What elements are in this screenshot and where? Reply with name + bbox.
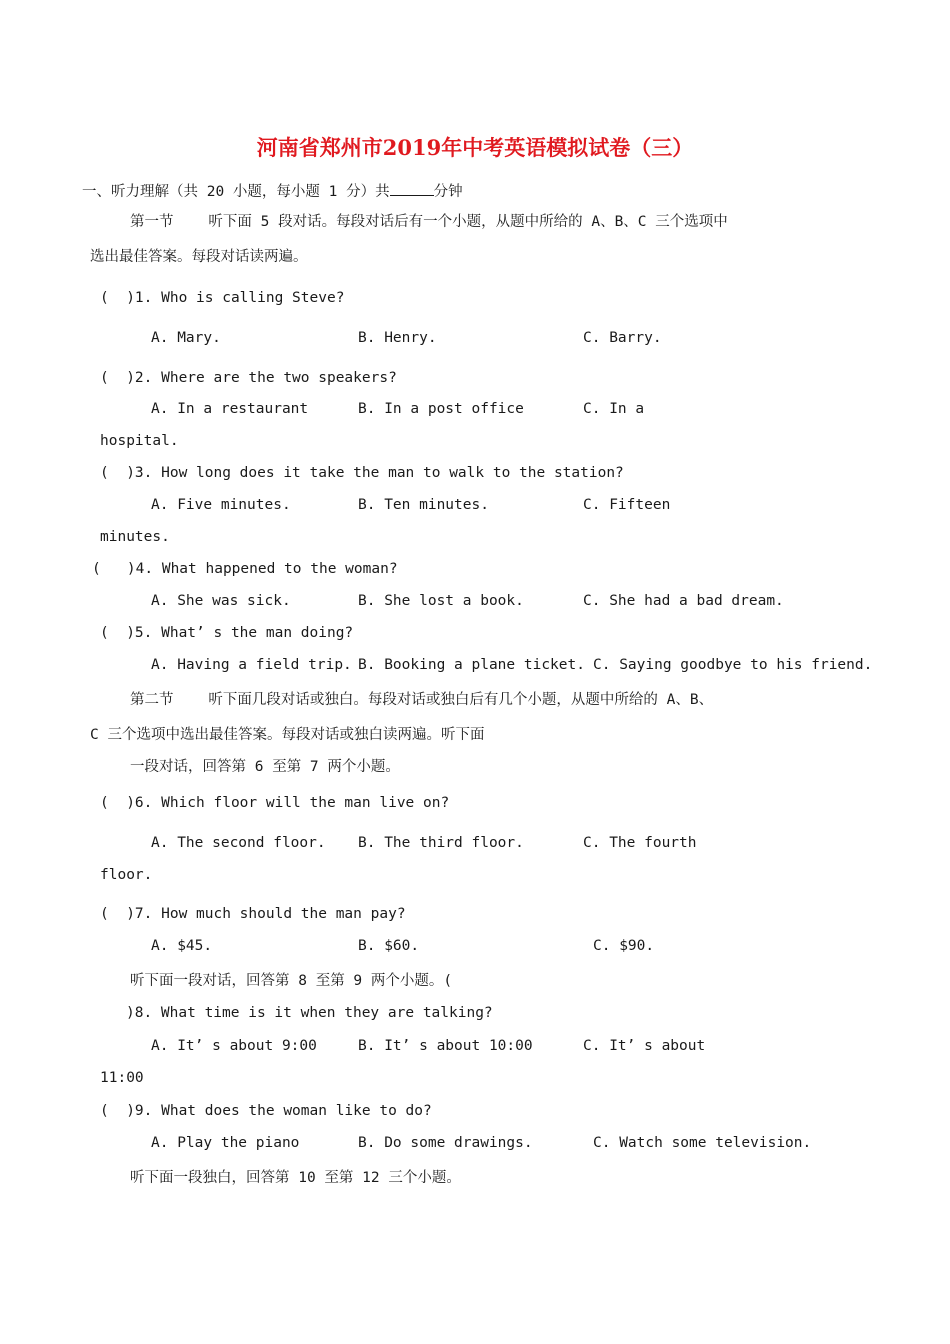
question-2: [100, 368, 397, 388]
question-2-option-a: A. In a restaurant: [151, 401, 309, 417]
part1-heading-prefix: 一、听力理解（共 20 小题，每小题 1 分）共: [82, 184, 390, 200]
question-6-option-c-continued: floor.: [100, 867, 153, 883]
exam-title: 河南省郑州市2019年中考英语模拟试卷（三）: [256, 135, 694, 160]
question-5-option-b: B. Booking a plane ticket.: [358, 657, 585, 673]
question-6-option-b: B. The third floor.: [358, 835, 524, 851]
answer-bracket-7[interactable]: ( ): [100, 906, 135, 922]
minutes-blank[interactable]: [390, 180, 434, 196]
question-2-option-c: C. In a: [583, 401, 645, 417]
question-1-option-b: B. Henry.: [358, 330, 437, 346]
answer-bracket-4[interactable]: ( ): [92, 561, 136, 577]
question-6-stem: 6. Which floor will the man live on?: [134, 795, 450, 811]
answer-bracket-5[interactable]: ( ): [100, 625, 135, 641]
question-3: [100, 463, 624, 483]
section2-instruction-line3: 一段对话，回答第 6 至第 7 两个小题。: [130, 759, 400, 775]
instruction-questions-8-9: 听下面一段对话，回答第 8 至第 9 两个小题。(: [130, 973, 453, 989]
answer-bracket-6[interactable]: ( ): [100, 795, 135, 811]
question-8: [126, 1003, 493, 1023]
answer-bracket-9[interactable]: ( ): [100, 1103, 135, 1119]
question-8-option-b: B. It’ s about 10:00: [358, 1038, 533, 1054]
section2-instruction-line2: C 三个选项中选出最佳答案。每段对话或独白读两遍。听下面: [90, 727, 485, 743]
question-2-option-b: B. In a post office: [358, 401, 524, 417]
question-5-option-a: A. Having a field trip.: [151, 657, 352, 673]
question-4-option-c: C. She had a bad dream.: [583, 593, 784, 609]
answer-bracket-3[interactable]: ( ): [100, 465, 135, 481]
question-8-stem: 8. What time is it when they are talking?: [134, 1005, 493, 1021]
question-4: [92, 559, 398, 579]
question-6-option-a: A. The second floor.: [151, 835, 326, 851]
part1-heading-suffix: 分钟: [433, 184, 463, 200]
question-3-stem: 3. How long does it take the man to walk to the station?: [134, 465, 624, 481]
question-7-option-c: C. $90.: [593, 938, 655, 954]
section1-instruction-line2: 选出最佳答案。每段对话读两遍。: [90, 249, 308, 265]
question-9-option-b: B. Do some drawings.: [358, 1135, 533, 1151]
answer-bracket-1[interactable]: ( ): [100, 290, 135, 306]
question-3-option-b: B. Ten minutes.: [358, 497, 489, 513]
question-7-stem: 7. How much should the man pay?: [134, 906, 406, 922]
question-1-option-c: C. Barry.: [583, 330, 662, 346]
question-5-option-c: C. Saying goodbye to his friend.: [593, 657, 873, 673]
question-8-option-c: C. It’ s about: [583, 1038, 706, 1054]
answer-bracket-8[interactable]: ): [126, 1005, 135, 1021]
question-6: [100, 793, 449, 813]
question-4-stem: 4. What happened to the woman?: [135, 561, 398, 577]
question-7-option-a: A. $45.: [151, 938, 213, 954]
question-6-option-c: C. The fourth: [583, 835, 697, 851]
question-2-stem: 2. Where are the two speakers?: [134, 370, 397, 386]
answer-bracket-2[interactable]: ( ): [100, 370, 135, 386]
question-7-option-b: B. $60.: [358, 938, 420, 954]
question-4-option-a: A. She was sick.: [151, 593, 291, 609]
question-3-option-a: A. Five minutes.: [151, 497, 291, 513]
question-9-option-a: A. Play the piano: [151, 1135, 300, 1151]
question-5-stem: 5. What’ s the man doing?: [134, 625, 354, 641]
question-7: [100, 904, 406, 924]
question-1-stem: 1. Who is calling Steve?: [134, 290, 345, 306]
question-2-option-c-continued: hospital.: [100, 433, 179, 449]
question-8-option-a: A. It’ s about 9:00: [151, 1038, 317, 1054]
section1-instruction-line1: 第一节 听下面 5 段对话。每段对话后有一个小题，从题中所给的 A、B、C 三个选项中: [130, 214, 728, 230]
question-1: [100, 288, 344, 308]
instruction-questions-10-12: 听下面一段独白，回答第 10 至第 12 三个小题。: [130, 1170, 461, 1186]
section2-instruction-line1: 第二节 听下面几段对话或独白。每段对话或独白后有几个小题，从题中所给的 A、B、: [130, 692, 714, 708]
question-3-option-c-continued: minutes.: [100, 529, 170, 545]
question-3-option-c: C. Fifteen: [583, 497, 671, 513]
question-9-option-c: C. Watch some television.: [593, 1135, 812, 1151]
part1-heading: [82, 180, 463, 202]
question-9: [100, 1101, 432, 1121]
question-1-option-a: A. Mary.: [151, 330, 221, 346]
question-8-option-c-continued: 11:00: [100, 1070, 144, 1086]
question-4-option-b: B. She lost a book.: [358, 593, 524, 609]
question-9-stem: 9. What does the woman like to do?: [134, 1103, 432, 1119]
question-5: [100, 623, 353, 643]
